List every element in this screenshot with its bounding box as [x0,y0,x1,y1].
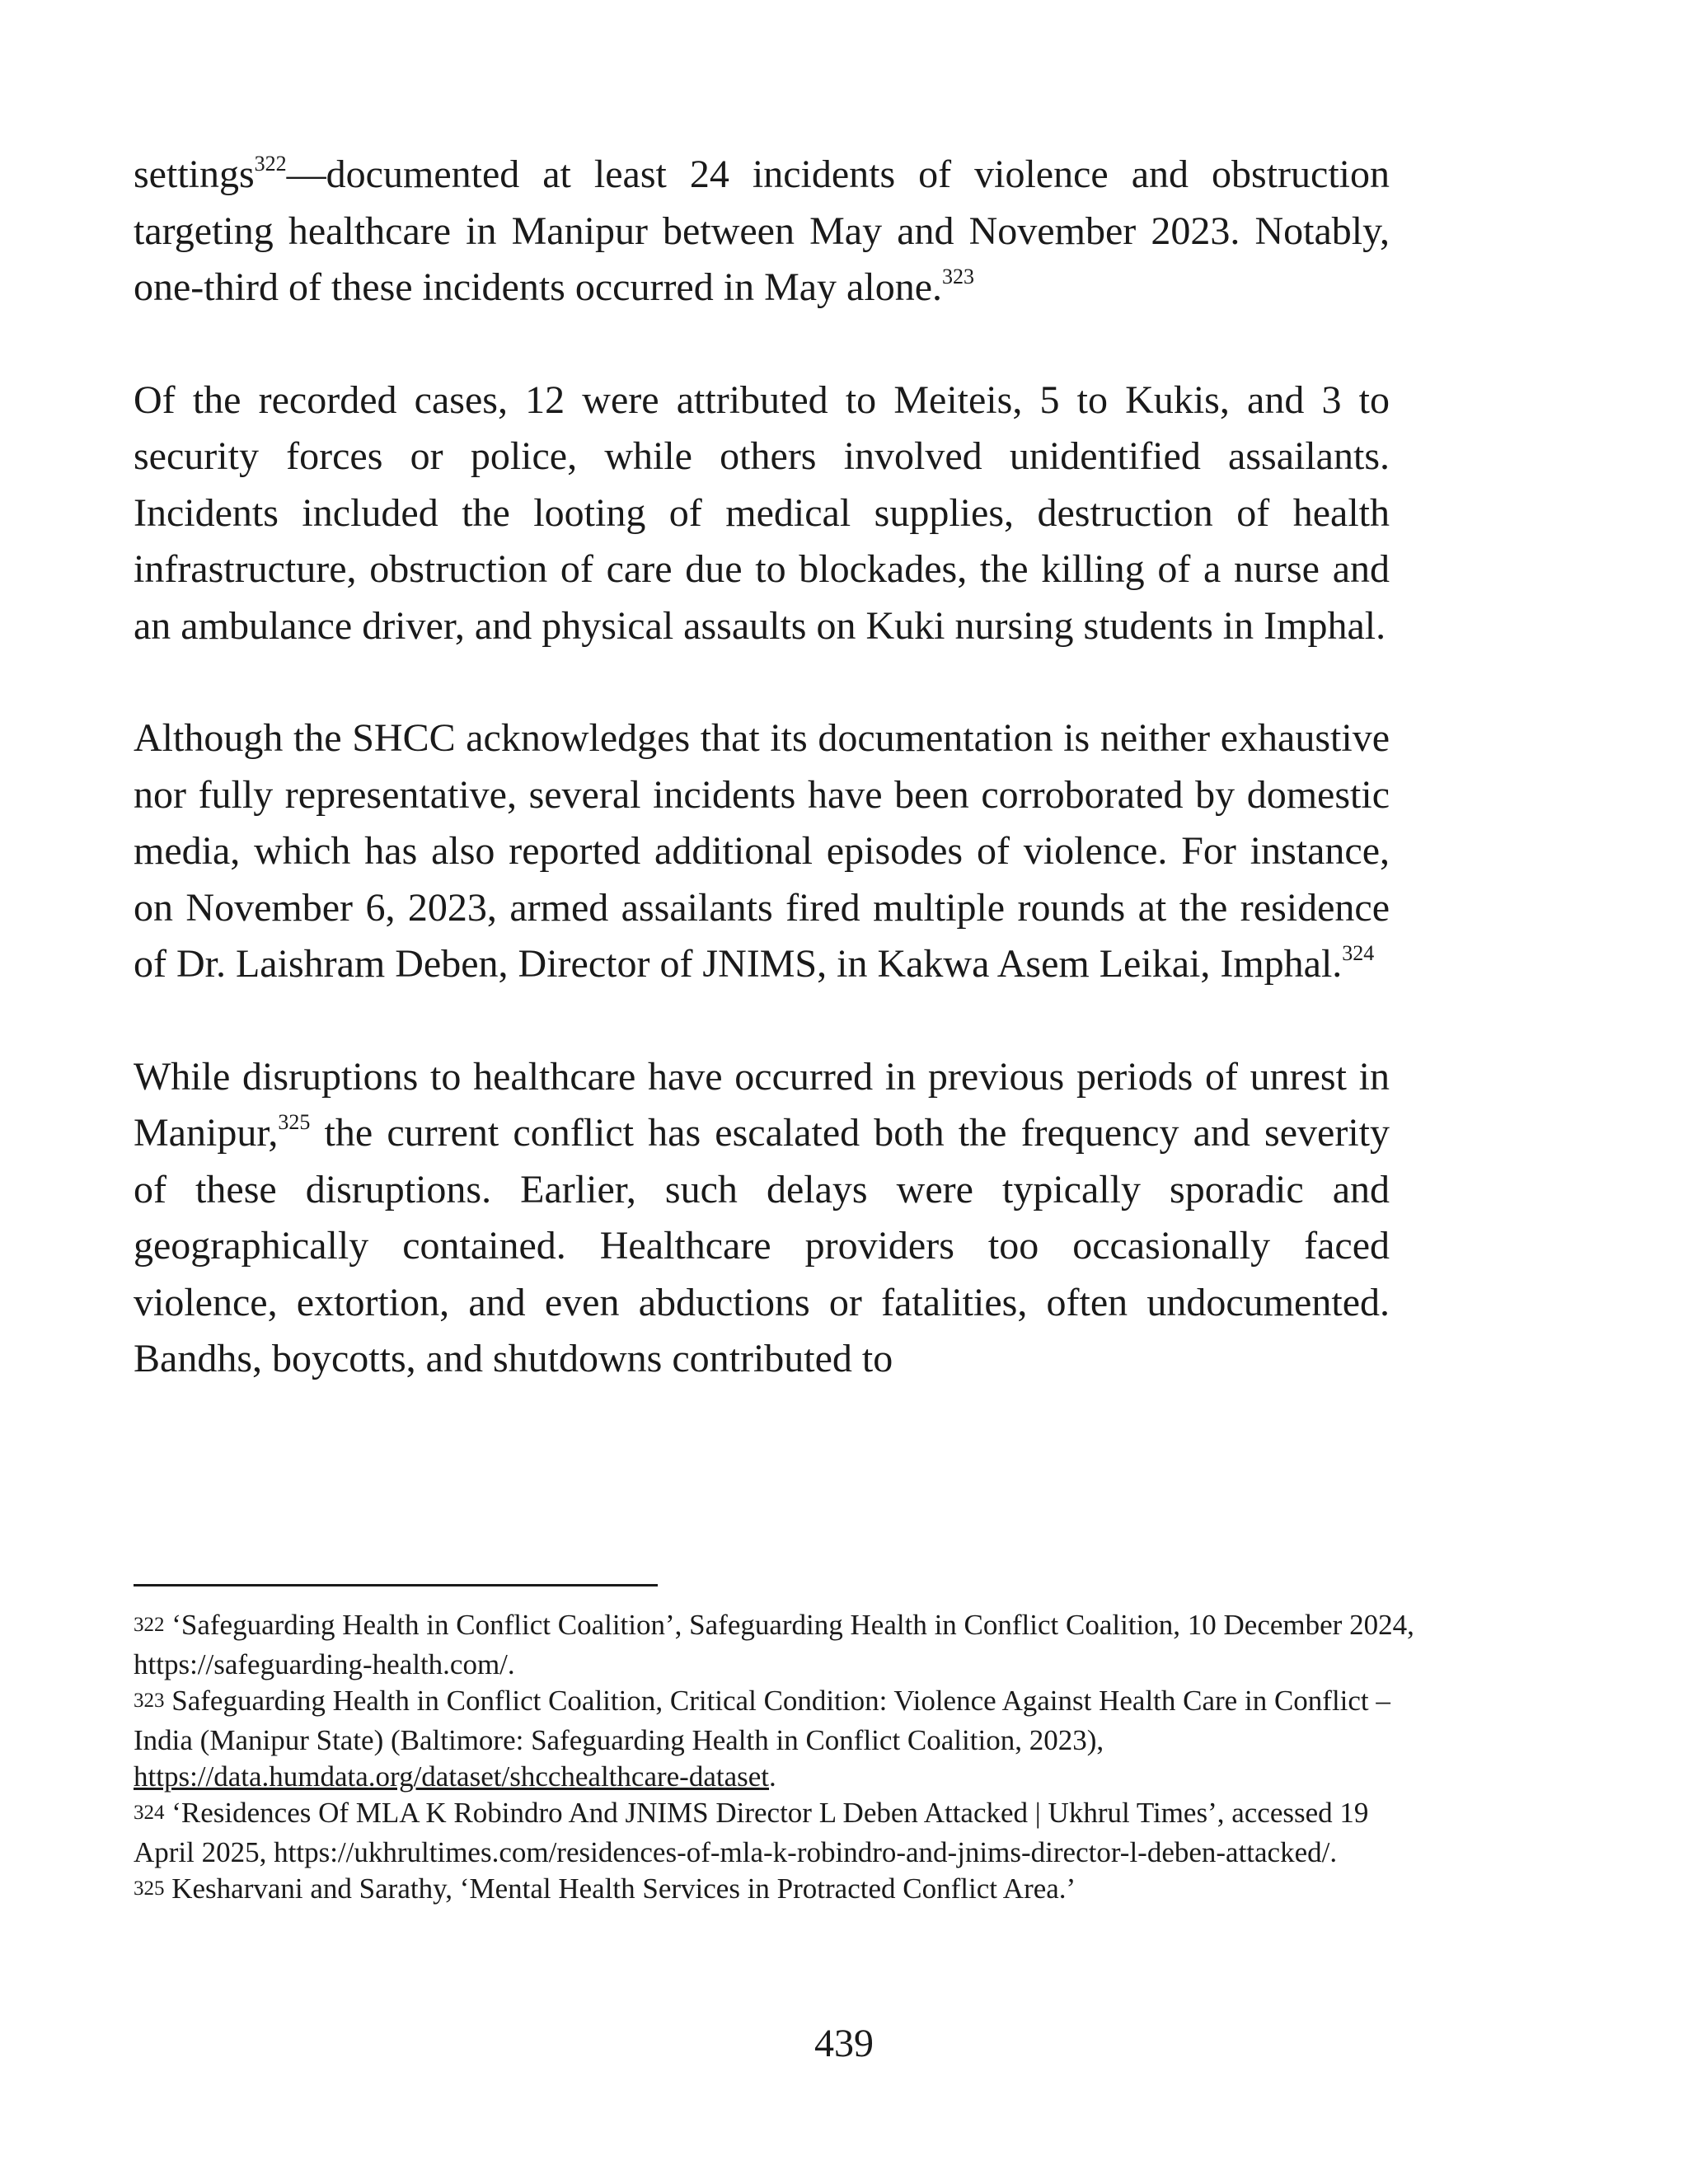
footnote-number: 323 [134,1690,165,1712]
paragraph-4 [134,1049,1390,1388]
paragraph-1-text-b: —documented at least 24 incidents of violence and obstruction targeting healthcare in Manipur between May and November 2023. Notably, one-third of these incidents occurred in May alone. [134,152,1390,309]
page-number: 439 [814,2022,874,2065]
footnote-322 [134,1607,1419,1683]
footnote-325 [134,1871,1419,1910]
footnote-number: 322 [134,1614,165,1636]
footnote-ref-324[interactable]: 324 [1342,941,1375,965]
paragraph-2 [134,373,1390,655]
main-text [134,147,1390,1388]
footnote-text: Kesharvani and Sarathy, ‘Mental Health Services in Protracted Conflict Area.’ [164,1872,1076,1905]
footnote-324 [134,1795,1419,1871]
footnote-link[interactable]: https://data.humdata.org/dataset/shcchealthcare-dataset [134,1760,769,1793]
paragraph-1 [134,147,1390,316]
footnote-text-end: . [769,1760,776,1793]
footnote-text: ‘Safeguarding Health in Conflict Coalition’, Safeguarding Health in Conflict Coalition, 10 December 2024, https://safeguarding-health.com/. [134,1609,1414,1680]
footnote-ref-322[interactable]: 322 [254,152,287,176]
footnotes [134,1607,1419,1910]
paragraph-4-text-a: While disruptions to healthcare have occurred in previous periods of unrest in Manipur, [134,1054,1390,1155]
paragraph-1-text-a: settings [134,152,255,196]
footnote-number: 325 [134,1877,165,1900]
paragraph-3 [134,710,1390,993]
footnote-number: 324 [134,1802,165,1824]
paragraph-4-text-b: the current conflict has escalated both the frequency and severity of these disruptions. Earlier, such delays were typically sporadic and geographically contained. Healthcare providers too occasionally faced violence, extortion, and even abductions or fatalities, often undocumented. Bandhs, boycotts, and shutdowns contributed to [134,1111,1390,1380]
footnote-text: Safeguarding Health in Conflict Coalition, Critical Condition: Violence Against Health Care in Conflict – India (Manipur State) (Baltimore: Safeguarding Health in Conflict Coalition, 2023), [134,1685,1390,1756]
footnote-separator [134,1584,658,1586]
footnote-323 [134,1683,1419,1795]
paragraph-3-text: Although the SHCC acknowledges that its documentation is neither exhaustive nor fully representative, several incidents have been corroborated by domestic media, which has also reported additional episodes of violence. For instance, on November 6, 2023, armed assailants fired multiple rounds at the residence of Dr. Laishram Deben, Director of JNIMS, in Kakwa Asem Leikai, Imphal. [134,716,1390,986]
footnote-ref-325[interactable]: 325 [278,1110,311,1134]
footnote-ref-323[interactable]: 323 [942,265,974,288]
footnote-text: ‘Residences Of MLA K Robindro And JNIMS Director L Deben Attacked | Ukhrul Times’, accessed 19 April 2025, https://ukhrultimes.com/residences-of-mla-k-robindro-and-jnims-director-l-deben-attacked/. [134,1797,1369,1868]
paragraph-2-text: Of the recorded cases, 12 were attributed to Meiteis, 5 to Kukis, and 3 to security forces or police, while others involved unidentified assailants. Incidents included the looting of medical supplies, destruction of health infrastructure, obstruction of care due to blockades, the killing of a nurse and an ambulance driver, and physical assaults on Kuki nursing students in Imphal. [134,377,1390,648]
